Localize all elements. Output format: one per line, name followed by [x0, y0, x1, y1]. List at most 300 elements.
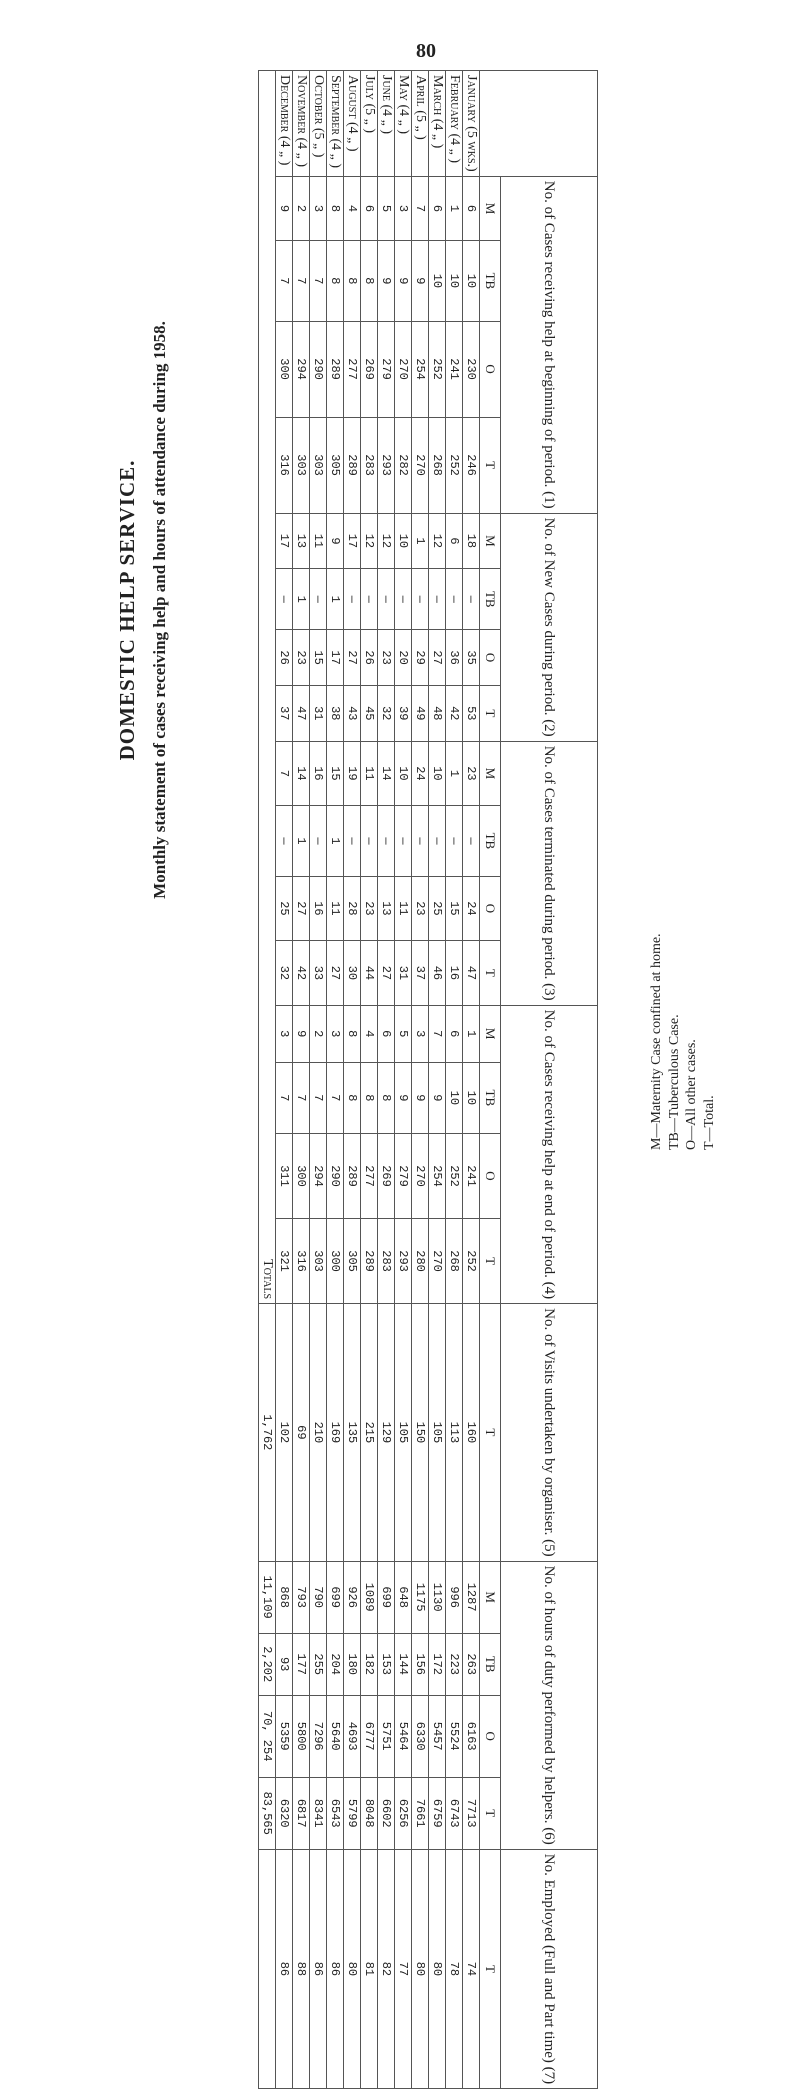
- statement-table-container: [198, 70, 598, 2085]
- cell-c6: 6320: [276, 1777, 293, 1849]
- cell-c6: 8048: [361, 1777, 378, 1849]
- sub-header-c6: O: [480, 1695, 501, 1777]
- cell-c7: 77: [395, 1849, 412, 2088]
- table-row: [429, 71, 446, 2089]
- cell-c2: 48: [429, 685, 446, 741]
- statement-body: [259, 71, 480, 2089]
- cell-c3: 1: [446, 741, 463, 805]
- cell-c1: 282: [395, 417, 412, 513]
- month-cell: January (5 wks.): [463, 71, 480, 177]
- cell-c3: 11: [327, 876, 344, 940]
- cell-c2: 12: [429, 513, 446, 569]
- cell-c4: 9: [412, 1062, 429, 1133]
- table-row: [378, 71, 395, 2089]
- cell-c3: 27: [378, 941, 395, 1005]
- month-cell: August (4 „ ): [344, 71, 361, 177]
- cell-c2: —: [310, 569, 327, 630]
- month-cell: June (4 „ ): [378, 71, 395, 177]
- cell-c1: 270: [412, 417, 429, 513]
- legend-line: M—Maternity Case confined at home.: [649, 933, 664, 1150]
- cell-c4: 303: [310, 1219, 327, 1304]
- sub-header-c3: TB: [480, 806, 501, 877]
- cell-c6: 5359: [276, 1695, 293, 1777]
- cell-c4: 10: [446, 1062, 463, 1133]
- month-cell: September (4 „ ): [327, 71, 344, 177]
- statement-table: [258, 70, 598, 2089]
- cell-c4: 311: [276, 1133, 293, 1218]
- total-c7: [259, 1849, 276, 2088]
- cell-c2: 17: [344, 513, 361, 569]
- sub-header-c4: O: [480, 1133, 501, 1218]
- cell-c5: 102: [276, 1304, 293, 1562]
- cell-c4: 6: [446, 1005, 463, 1062]
- cell-c1: 294: [293, 321, 310, 417]
- cell-c3: 25: [429, 876, 446, 940]
- table-row: [310, 71, 327, 2089]
- cell-c2: 23: [293, 630, 310, 686]
- header-c7: No. Employed (Full and Part time) (7): [501, 1849, 598, 2088]
- cell-c6: 5799: [344, 1777, 361, 1849]
- cell-c5: 169: [327, 1304, 344, 1562]
- header-c3: No. of Cases terminated during period. (3): [501, 741, 598, 1005]
- cell-c2: 26: [361, 630, 378, 686]
- cell-c2: 47: [293, 685, 310, 741]
- cell-c6: 153: [378, 1633, 395, 1695]
- cell-c6: 6163: [463, 1695, 480, 1777]
- cell-c6: 868: [276, 1561, 293, 1633]
- month-cell: October (5 „ ): [310, 71, 327, 177]
- cell-c2: —: [276, 569, 293, 630]
- cell-c1: 7: [412, 176, 429, 240]
- cell-c4: 8: [344, 1062, 361, 1133]
- cell-c1: 9: [276, 176, 293, 240]
- cell-c3: 16: [310, 741, 327, 805]
- cell-c4: 10: [463, 1062, 480, 1133]
- cell-c5: 150: [412, 1304, 429, 1562]
- cell-c3: —: [361, 806, 378, 877]
- cell-c6: 5751: [378, 1695, 395, 1777]
- cell-c2: 38: [327, 685, 344, 741]
- cell-c5: 160: [463, 1304, 480, 1562]
- cell-c4: 277: [361, 1133, 378, 1218]
- cell-c3: —: [395, 806, 412, 877]
- cell-c4: 293: [395, 1219, 412, 1304]
- cell-c3: 7: [276, 741, 293, 805]
- cell-c1: 305: [327, 417, 344, 513]
- cell-c5: 113: [446, 1304, 463, 1562]
- total-c6: 2,202: [259, 1633, 276, 1695]
- cell-c1: 241: [446, 321, 463, 417]
- cell-c6: 6256: [395, 1777, 412, 1849]
- cell-c1: 277: [344, 321, 361, 417]
- cell-c3: 19: [344, 741, 361, 805]
- cell-c4: 252: [446, 1133, 463, 1218]
- cell-c4: 300: [327, 1219, 344, 1304]
- cell-c1: 7: [293, 241, 310, 321]
- cell-c1: 8: [361, 241, 378, 321]
- cell-c6: 182: [361, 1633, 378, 1695]
- cell-c6: 4693: [344, 1695, 361, 1777]
- cell-c6: 793: [293, 1561, 310, 1633]
- cell-c4: 283: [378, 1219, 395, 1304]
- cell-c6: 1089: [361, 1561, 378, 1633]
- legend-line: O—All other cases.: [684, 1039, 699, 1150]
- group-header-row: [501, 71, 598, 2089]
- cell-c2: 1: [327, 569, 344, 630]
- cell-c3: 31: [395, 941, 412, 1005]
- month-cell: March (4 „ ): [429, 71, 446, 177]
- cell-c6: 6759: [429, 1777, 446, 1849]
- cell-c3: 24: [412, 741, 429, 805]
- cell-c2: 9: [327, 513, 344, 569]
- cell-c1: 269: [361, 321, 378, 417]
- table-row: [344, 71, 361, 2089]
- month-cell: May (4 „ ): [395, 71, 412, 177]
- cell-c1: 316: [276, 417, 293, 513]
- cell-c6: 93: [276, 1633, 293, 1695]
- cell-c4: 290: [327, 1133, 344, 1218]
- page-number: 80: [416, 40, 436, 62]
- cell-c1: 10: [446, 241, 463, 321]
- cell-c5: 69: [293, 1304, 310, 1562]
- cell-c1: 8: [344, 241, 361, 321]
- cell-c3: —: [446, 806, 463, 877]
- cell-c2: 26: [276, 630, 293, 686]
- cell-c4: 7: [293, 1062, 310, 1133]
- cell-c6: 1287: [463, 1561, 480, 1633]
- header-c6: No. of hours of duty performed by helpers. (6): [501, 1561, 598, 1849]
- cell-c1: 289: [344, 417, 361, 513]
- cell-c1: 300: [276, 321, 293, 417]
- cell-c1: 230: [463, 321, 480, 417]
- cell-c6: 6743: [446, 1777, 463, 1849]
- cell-c2: 17: [327, 630, 344, 686]
- cell-c3: —: [344, 806, 361, 877]
- sub-header-c2: O: [480, 630, 501, 686]
- header-c2: No. of New Cases during period. (2): [501, 513, 598, 741]
- cell-c3: 11: [395, 876, 412, 940]
- cell-c4: 8: [361, 1062, 378, 1133]
- total-c6: 83,565: [259, 1777, 276, 1849]
- cell-c3: 47: [463, 941, 480, 1005]
- sub-header-c6: M: [480, 1561, 501, 1633]
- cell-c3: 15: [446, 876, 463, 940]
- cell-c4: 254: [429, 1133, 446, 1218]
- cell-c6: 1130: [429, 1561, 446, 1633]
- cell-c6: 8341: [310, 1777, 327, 1849]
- cell-c3: 14: [378, 741, 395, 805]
- cell-c3: 1: [293, 806, 310, 877]
- cell-c6: 790: [310, 1561, 327, 1633]
- cell-c2: 12: [361, 513, 378, 569]
- cell-c3: —: [429, 806, 446, 877]
- cell-c2: —: [344, 569, 361, 630]
- cell-c3: 1: [327, 806, 344, 877]
- cell-c3: —: [310, 806, 327, 877]
- cell-c2: 15: [310, 630, 327, 686]
- cell-c2: 17: [276, 513, 293, 569]
- header-c1: No. of Cases receiving help at beginning of period. (1): [501, 176, 598, 513]
- cell-c2: —: [463, 569, 480, 630]
- cell-c2: 1: [412, 513, 429, 569]
- sub-header-c3: O: [480, 876, 501, 940]
- cell-c6: 7296: [310, 1695, 327, 1777]
- cell-c1: 10: [463, 241, 480, 321]
- cell-c2: —: [446, 569, 463, 630]
- cell-c1: 290: [310, 321, 327, 417]
- cell-c6: 6602: [378, 1777, 395, 1849]
- cell-c3: —: [276, 806, 293, 877]
- page-subtitle: Monthly statement of cases receiving help and hours of attendance during 1958.: [150, 321, 169, 899]
- cell-c1: 246: [463, 417, 480, 513]
- cell-c1: 7: [276, 241, 293, 321]
- cell-c4: 270: [412, 1133, 429, 1218]
- cell-c4: 7: [429, 1005, 446, 1062]
- cell-c1: 9: [395, 241, 412, 321]
- cell-c1: 4: [344, 176, 361, 240]
- cell-c4: 3: [327, 1005, 344, 1062]
- cell-c4: 9: [293, 1005, 310, 1062]
- cell-c1: 3: [310, 176, 327, 240]
- cell-c4: 305: [344, 1219, 361, 1304]
- cell-c7: 80: [412, 1849, 429, 2088]
- legend-line: TB—Tuberculous Case.: [666, 1014, 682, 1150]
- cell-c3: 30: [344, 941, 361, 1005]
- cell-c4: 270: [429, 1219, 446, 1304]
- cell-c4: 300: [293, 1133, 310, 1218]
- sub-header-c1: O: [480, 321, 501, 417]
- cell-c6: 5640: [327, 1695, 344, 1777]
- totals-row: [259, 71, 276, 2089]
- cell-c5: 135: [344, 1304, 361, 1562]
- cell-c6: 172: [429, 1633, 446, 1695]
- cell-c1: 252: [446, 417, 463, 513]
- table-row: [463, 71, 480, 2089]
- cell-c4: 3: [412, 1005, 429, 1062]
- cell-c3: 23: [463, 741, 480, 805]
- month-cell: April (5 „ ): [412, 71, 429, 177]
- page-title: DOMESTIC HELP SERVICE.: [115, 459, 139, 761]
- cell-c3: 32: [276, 941, 293, 1005]
- cell-c6: 699: [327, 1561, 344, 1633]
- sub-header-c7: T: [480, 1849, 501, 2088]
- sub-header-c2: TB: [480, 569, 501, 630]
- cell-c6: 7661: [412, 1777, 429, 1849]
- legend-line: T—Total.: [701, 1095, 717, 1150]
- cell-c3: 25: [276, 876, 293, 940]
- cell-c1: 283: [361, 417, 378, 513]
- month-cell: December (4 „ ): [276, 71, 293, 177]
- cell-c1: 5: [378, 176, 395, 240]
- cell-c3: 23: [412, 876, 429, 940]
- cell-c4: 289: [344, 1133, 361, 1218]
- cell-c5: 129: [378, 1304, 395, 1562]
- sub-header-c3: M: [480, 741, 501, 805]
- cell-c5: 215: [361, 1304, 378, 1562]
- cell-c4: 1: [463, 1005, 480, 1062]
- cell-c1: 8: [327, 176, 344, 240]
- total-c6: 11,109: [259, 1561, 276, 1633]
- cell-c7: 86: [327, 1849, 344, 2088]
- cell-c4: 7: [310, 1062, 327, 1133]
- cell-c2: 37: [276, 685, 293, 741]
- cell-c2: 49: [412, 685, 429, 741]
- table-row: [276, 71, 293, 2089]
- cell-c3: 10: [429, 741, 446, 805]
- cell-c3: 13: [378, 876, 395, 940]
- cell-c4: 279: [395, 1133, 412, 1218]
- cell-c4: 4: [361, 1005, 378, 1062]
- cell-c4: 321: [276, 1219, 293, 1304]
- cell-c4: 7: [276, 1062, 293, 1133]
- cell-c3: —: [378, 806, 395, 877]
- table-row: [327, 71, 344, 2089]
- sub-header-c2: T: [480, 685, 501, 741]
- cell-c2: 13: [293, 513, 310, 569]
- cell-c2: 39: [395, 685, 412, 741]
- cell-c7: 80: [429, 1849, 446, 2088]
- cell-c6: 255: [310, 1633, 327, 1695]
- table-row: [361, 71, 378, 2089]
- cell-c1: 270: [395, 321, 412, 417]
- table-row: [412, 71, 429, 2089]
- cell-c7: 74: [463, 1849, 480, 2088]
- cell-c4: 268: [446, 1219, 463, 1304]
- cell-c4: 316: [293, 1219, 310, 1304]
- cell-c3: 28: [344, 876, 361, 940]
- cell-c3: 16: [446, 941, 463, 1005]
- cell-c2: 31: [310, 685, 327, 741]
- cell-c2: 11: [310, 513, 327, 569]
- cell-c6: 223: [446, 1633, 463, 1695]
- cell-c7: 88: [293, 1849, 310, 2088]
- cell-c1: 252: [429, 321, 446, 417]
- cell-c7: 80: [344, 1849, 361, 2088]
- total-c6: 70, 254: [259, 1695, 276, 1777]
- cell-c1: 1: [446, 176, 463, 240]
- cell-c6: 263: [463, 1633, 480, 1695]
- cell-c4: 9: [429, 1062, 446, 1133]
- cell-c3: 14: [293, 741, 310, 805]
- cell-c3: 15: [327, 741, 344, 805]
- cell-c1: 6: [429, 176, 446, 240]
- cell-c2: 23: [378, 630, 395, 686]
- cell-c6: 144: [395, 1633, 412, 1695]
- cell-c1: 3: [395, 176, 412, 240]
- sub-header-c6: T: [480, 1777, 501, 1849]
- cell-c4: 3: [276, 1005, 293, 1062]
- sub-header-c6: TB: [480, 1633, 501, 1695]
- cell-c2: 32: [378, 685, 395, 741]
- cell-c6: 177: [293, 1633, 310, 1695]
- totals-label: Totals: [259, 71, 276, 1304]
- table-row: [395, 71, 412, 2089]
- cell-c1: 268: [429, 417, 446, 513]
- legend: [648, 850, 718, 1150]
- cell-c3: 33: [310, 941, 327, 1005]
- cell-c3: 11: [361, 741, 378, 805]
- cell-c6: 6543: [327, 1777, 344, 1849]
- cell-c2: 42: [446, 685, 463, 741]
- cell-c2: —: [429, 569, 446, 630]
- header-c4: No. of Cases receiving help at end of period. (4): [501, 1005, 598, 1304]
- cell-c2: 6: [446, 513, 463, 569]
- cell-c1: 10: [429, 241, 446, 321]
- cell-c6: 996: [446, 1561, 463, 1633]
- cell-c4: 294: [310, 1133, 327, 1218]
- cell-c6: 5457: [429, 1695, 446, 1777]
- cell-c6: 1175: [412, 1561, 429, 1633]
- cell-c2: 45: [361, 685, 378, 741]
- cell-c1: 6: [463, 176, 480, 240]
- cell-c2: 27: [429, 630, 446, 686]
- month-cell: November (4 „ ): [293, 71, 310, 177]
- cell-c6: 6330: [412, 1695, 429, 1777]
- sub-header-c4: M: [480, 1005, 501, 1062]
- header-c5: No. of Visits undertaken by organiser. (5): [501, 1304, 598, 1562]
- cell-c1: 293: [378, 417, 395, 513]
- cell-c6: 648: [395, 1561, 412, 1633]
- cell-c6: 204: [327, 1633, 344, 1695]
- sub-header-c3: T: [480, 941, 501, 1005]
- cell-c2: 27: [344, 630, 361, 686]
- cell-c1: 6: [361, 176, 378, 240]
- sub-header-c4: TB: [480, 1062, 501, 1133]
- cell-c4: 7: [327, 1062, 344, 1133]
- cell-c7: 82: [378, 1849, 395, 2088]
- cell-c4: 8: [378, 1062, 395, 1133]
- cell-c7: 86: [276, 1849, 293, 2088]
- cell-c5: 105: [429, 1304, 446, 1562]
- cell-c3: 37: [412, 941, 429, 1005]
- cell-c1: 289: [327, 321, 344, 417]
- cell-c2: —: [412, 569, 429, 630]
- cell-c7: 81: [361, 1849, 378, 2088]
- cell-c7: 78: [446, 1849, 463, 2088]
- cell-c3: 42: [293, 941, 310, 1005]
- cell-c4: 280: [412, 1219, 429, 1304]
- cell-c3: 10: [395, 741, 412, 805]
- sub-header-c1: M: [480, 176, 501, 240]
- table-row: [446, 71, 463, 2089]
- cell-c2: —: [378, 569, 395, 630]
- cell-c1: 303: [293, 417, 310, 513]
- sub-header-c5: T: [480, 1304, 501, 1562]
- cell-c2: 10: [395, 513, 412, 569]
- cell-c3: —: [463, 806, 480, 877]
- cell-c2: —: [395, 569, 412, 630]
- cell-c6: 699: [378, 1561, 395, 1633]
- cell-c4: 5: [395, 1005, 412, 1062]
- cell-c2: 1: [293, 569, 310, 630]
- month-cell: July (5 „ ): [361, 71, 378, 177]
- cell-c4: 8: [344, 1005, 361, 1062]
- cell-c3: 27: [293, 876, 310, 940]
- cell-c4: 241: [463, 1133, 480, 1218]
- sub-header-c4: T: [480, 1219, 501, 1304]
- cell-c4: 6: [378, 1005, 395, 1062]
- cell-c6: 5800: [293, 1695, 310, 1777]
- cell-c6: 926: [344, 1561, 361, 1633]
- cell-c3: 16: [310, 876, 327, 940]
- table-row: [293, 71, 310, 2089]
- cell-c3: 23: [361, 876, 378, 940]
- cell-c5: 105: [395, 1304, 412, 1562]
- sub-header-c2: M: [480, 513, 501, 569]
- cell-c1: 9: [378, 241, 395, 321]
- cell-c4: 252: [463, 1219, 480, 1304]
- cell-c5: 210: [310, 1304, 327, 1562]
